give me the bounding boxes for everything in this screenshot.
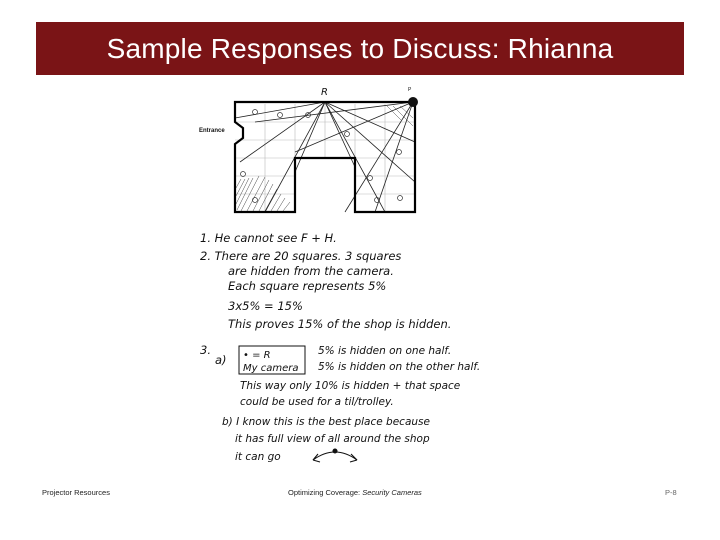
answer-line-4: Each square represents 5% xyxy=(228,279,387,293)
answer-line-3: are hidden from the camera. xyxy=(228,264,394,278)
page-number: P-8 xyxy=(665,488,677,497)
footer-left: Projector Resources xyxy=(42,488,110,497)
answer-line-11: 5% is hidden on one half. xyxy=(318,345,452,357)
slide-title: Sample Responses to Discuss: Rhianna xyxy=(106,32,614,64)
answer-line-12: 5% is hidden on the other half. xyxy=(318,361,481,373)
student-work-image xyxy=(195,82,535,474)
answer-line-16: it has full view of all around the shop xyxy=(235,433,430,445)
answer-line-13: This way only 10% is hidden + that space xyxy=(240,380,461,392)
answer-line-15: b) I know this is the best place because xyxy=(222,416,430,428)
answer-line-17: it can go xyxy=(235,451,281,463)
arrow-doodle-icon xyxy=(313,449,357,462)
answer-line-8: a) xyxy=(215,353,227,367)
entrance-label: Entrance xyxy=(199,128,225,134)
footer-center xyxy=(288,488,422,497)
answer-text xyxy=(200,231,480,463)
point-label: P xyxy=(408,87,412,93)
camera-label: R xyxy=(321,87,328,98)
student-work xyxy=(195,82,535,474)
answer-line-7: 3. xyxy=(200,343,211,357)
answer-line-2: 2. There are 20 squares. 3 squares xyxy=(200,249,402,263)
footer-center-prefix: Optimizing Coverage: xyxy=(288,488,363,497)
answer-line-1: 1. He cannot see F + H. xyxy=(200,231,337,245)
answer-line-5: 3x5% = 15% xyxy=(228,299,303,313)
answer-line-10: My camera xyxy=(243,363,299,374)
floor-plan xyxy=(199,87,418,212)
title-bar xyxy=(36,22,684,75)
answer-line-9: • = R xyxy=(243,350,271,361)
footer-center-italic: Security Cameras xyxy=(362,488,422,497)
answer-line-14: could be used for a til/trolley. xyxy=(240,396,394,408)
answer-line-6: This proves 15% of the shop is hidden. xyxy=(228,317,452,331)
